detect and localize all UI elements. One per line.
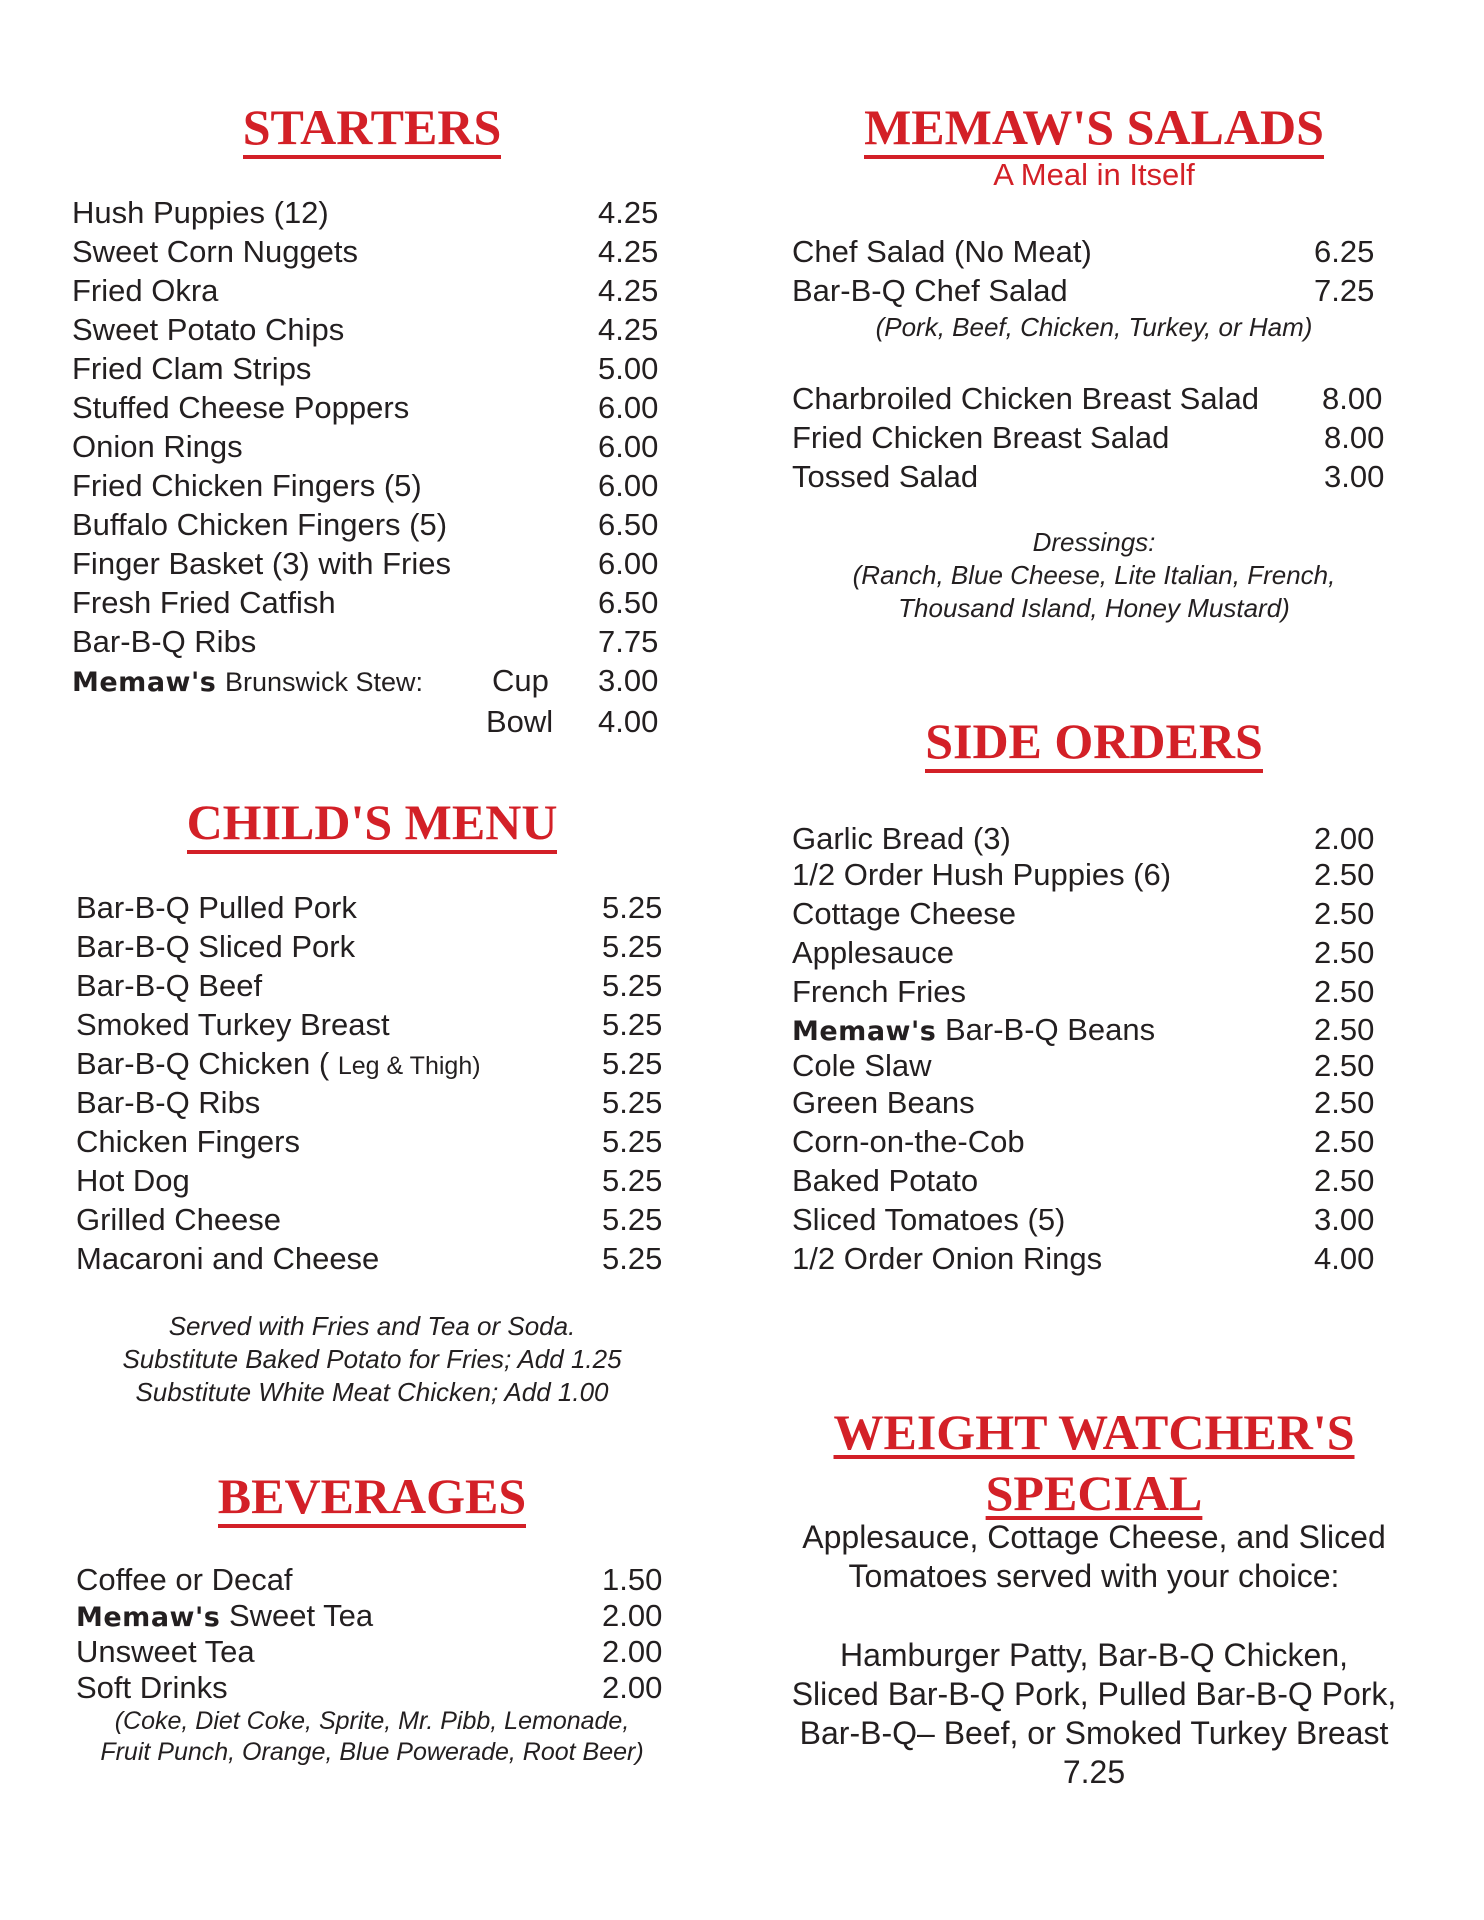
brand-name: Memaw's: [76, 1602, 221, 1633]
item-price: 5.25: [602, 1163, 663, 1198]
cup-label: Cup: [492, 663, 549, 698]
list-item: [72, 349, 672, 388]
item-name: Soft Drinks: [76, 1670, 228, 1705]
item-price: 2.50: [1314, 1048, 1375, 1083]
list-item: [72, 622, 672, 661]
list-item: [792, 1239, 1404, 1278]
salads-dressings: [784, 526, 1404, 625]
item-price: 5.00: [598, 351, 659, 386]
item-name: 1/2 Order Hush Puppies (6): [792, 857, 1172, 892]
item-price: 2.50: [1314, 1163, 1375, 1198]
list-item: [76, 966, 672, 1005]
item-name: Hush Puppies (12): [72, 195, 329, 230]
item-price: 2.50: [1314, 1124, 1375, 1159]
list-item: [76, 1596, 672, 1632]
left-column: [72, 0, 672, 1920]
note-line: Substitute Baked Potato for Fries; Add 1.25: [122, 1344, 622, 1374]
salads-subtitle: A Meal in Itself: [993, 157, 1195, 192]
item-name: Bar-B-Q Ribs: [76, 1085, 261, 1120]
item-name: Bar-B-Q Pulled Pork: [76, 890, 357, 925]
childs-menu-title: CHILD'S MENU: [187, 796, 558, 854]
item-name: Fried Clam Strips: [72, 351, 312, 386]
item-name: [76, 1596, 373, 1637]
weight-watchers-choices: [784, 1636, 1404, 1792]
item-name-main: Bar-B-Q Chicken (: [76, 1046, 330, 1081]
item-price: 6.50: [598, 507, 659, 542]
side-orders-heading: [784, 712, 1404, 773]
bowl-price: 4.00: [598, 704, 659, 739]
item-name: [72, 661, 423, 702]
item-price: 2.50: [1314, 1012, 1375, 1047]
list-item: [792, 1046, 1404, 1083]
item-name: Bar-B-Q Chef Salad: [792, 273, 1068, 308]
item-name-main: Bar-B-Q Beans: [944, 1012, 1156, 1047]
item-price: 2.00: [1314, 821, 1375, 856]
item-name: Cottage Cheese: [792, 896, 1017, 931]
list-item: [72, 388, 672, 427]
item-price: 2.00: [602, 1598, 663, 1633]
item-price: 6.50: [598, 585, 659, 620]
item-name: Green Beans: [792, 1085, 975, 1120]
stew-bowl-row: [72, 702, 672, 741]
item-name: Grilled Cheese: [76, 1202, 282, 1237]
beverages-notes: [72, 1706, 672, 1768]
item-price: 2.50: [1314, 935, 1375, 970]
note-line: (Coke, Diet Coke, Sprite, Mr. Pibb, Lemonade,: [114, 1707, 630, 1735]
item-name: Stuffed Cheese Poppers: [72, 390, 410, 425]
item-name: Sweet Corn Nuggets: [72, 234, 359, 269]
item-name: Baked Potato: [792, 1163, 979, 1198]
item-name: French Fries: [792, 974, 966, 1009]
list-item: [76, 1200, 672, 1239]
item-price: 5.25: [602, 929, 663, 964]
weight-watchers-title-line1: WEIGHT WATCHER'S: [833, 1404, 1355, 1460]
item-price: 4.25: [598, 195, 659, 230]
item-price: 4.00: [1314, 1241, 1375, 1276]
salads-meat-note: (Pork, Beef, Chicken, Turkey, or Ham): [875, 312, 1313, 342]
list-item: [792, 1200, 1404, 1239]
item-name: Chicken Fingers: [76, 1124, 300, 1159]
beverages-heading: [72, 1467, 672, 1528]
brand-name: Memaw's: [72, 667, 217, 698]
beverages-title: BEVERAGES: [218, 1470, 526, 1528]
item-name: Sliced Tomatoes (5): [792, 1202, 1066, 1237]
intro-line: Applesauce, Cottage Cheese, and Sliced: [802, 1519, 1386, 1555]
list-item: [792, 232, 1404, 271]
salads-list-2: [792, 379, 1404, 496]
list-item: [792, 972, 1404, 1010]
weight-watchers-intro: [784, 1518, 1404, 1596]
item-name: Bar-B-Q Sliced Pork: [76, 929, 356, 964]
item-price: 2.50: [1314, 896, 1375, 931]
item-price: 5.25: [602, 1202, 663, 1237]
item-price: 5.25: [602, 1124, 663, 1159]
intro-line: Tomatoes served with your choice:: [848, 1558, 1340, 1594]
note-line: Thousand Island, Honey Mustard): [898, 593, 1290, 623]
choice-line: Bar-B-Q– Beef, or Smoked Turkey Breast: [799, 1715, 1389, 1751]
item-price: 2.00: [602, 1670, 663, 1705]
item-price: 6.00: [598, 468, 659, 503]
weight-watchers-price: 7.25: [1062, 1754, 1126, 1790]
item-price: 2.50: [1314, 1085, 1375, 1120]
list-item: [72, 427, 672, 466]
list-item: [76, 1560, 672, 1596]
beverages-list: [76, 1560, 672, 1704]
list-item: [72, 310, 672, 349]
list-item: [792, 1161, 1404, 1200]
salads-list-1: [792, 232, 1404, 310]
item-price: 5.25: [602, 1046, 663, 1081]
choice-line: Sliced Bar-B-Q Pork, Pulled Bar-B-Q Pork,: [791, 1676, 1397, 1712]
item-name: Fresh Fried Catfish: [72, 585, 336, 620]
list-item: [72, 271, 672, 310]
list-item: [76, 1632, 672, 1668]
item-name: [76, 1044, 481, 1086]
list-item: [792, 271, 1404, 310]
list-item: [792, 1083, 1404, 1122]
item-name-main: Sweet Tea: [228, 1598, 374, 1633]
item-price: 5.25: [602, 968, 663, 1003]
item-name: Tossed Salad: [792, 459, 979, 494]
list-item: [792, 894, 1404, 933]
list-item: [792, 1122, 1404, 1161]
item-name: Chef Salad (No Meat): [792, 234, 1092, 269]
starters-heading: [72, 98, 672, 159]
list-item: [76, 888, 672, 927]
list-item: [792, 933, 1404, 972]
item-price: 7.75: [598, 624, 659, 659]
item-name: 1/2 Order Onion Rings: [792, 1241, 1103, 1276]
note-line: Dressings:: [1032, 527, 1156, 557]
list-item: [72, 505, 672, 544]
item-price: 3.00: [1314, 1202, 1375, 1237]
item-name: Sweet Potato Chips: [72, 312, 345, 347]
item-name: Fried Chicken Breast Salad: [792, 420, 1170, 455]
item-price: 4.25: [598, 273, 659, 308]
list-item: [792, 855, 1404, 894]
stew-name: Brunswick Stew:: [224, 667, 424, 697]
item-price: 2.00: [602, 1634, 663, 1669]
item-price: 6.00: [598, 390, 659, 425]
list-item: [76, 1161, 672, 1200]
salads-title: MEMAW'S SALADS: [864, 101, 1324, 159]
list-item: [72, 466, 672, 505]
list-item: [792, 457, 1404, 496]
childs-menu-heading: [72, 793, 672, 854]
item-name: Hot Dog: [76, 1163, 190, 1198]
item-price: 4.25: [598, 312, 659, 347]
childs-menu-notes: [72, 1310, 672, 1409]
list-item: [792, 1010, 1404, 1046]
note-line: (Ranch, Blue Cheese, Lite Italian, French,: [852, 560, 1336, 590]
weight-watchers-heading: [784, 1402, 1404, 1524]
item-price: 1.50: [602, 1562, 663, 1597]
item-name: Corn-on-the-Cob: [792, 1124, 1025, 1159]
note-line: Fruit Punch, Orange, Blue Powerade, Root Beer): [100, 1738, 644, 1766]
weight-watchers-title-line2: SPECIAL: [985, 1465, 1203, 1521]
item-price: 5.25: [602, 1241, 663, 1276]
item-price: 3.00: [1324, 459, 1385, 494]
item-price: 5.25: [602, 1007, 663, 1042]
right-column: [784, 0, 1404, 1920]
list-item: [72, 583, 672, 622]
list-item: [72, 232, 672, 271]
note-line: Served with Fries and Tea or Soda.: [168, 1311, 576, 1341]
item-price: 8.00: [1322, 381, 1383, 416]
list-item: [72, 544, 672, 583]
item-name: Coffee or Decaf: [76, 1562, 293, 1597]
item-price: 5.25: [602, 1085, 663, 1120]
stew-cup-row: [72, 661, 672, 702]
item-name: Onion Rings: [72, 429, 243, 464]
item-price: 5.25: [602, 890, 663, 925]
salads-heading: [784, 98, 1404, 159]
list-item: [76, 1005, 672, 1044]
item-name: Fried Okra: [72, 273, 219, 308]
item-price: 4.25: [598, 234, 659, 269]
list-item: [76, 1239, 672, 1278]
list-item: [76, 1668, 672, 1704]
item-name: Bar-B-Q Beef: [76, 968, 263, 1003]
item-price: 8.00: [1324, 420, 1385, 455]
item-name: Smoked Turkey Breast: [76, 1007, 390, 1042]
item-price: 6.00: [598, 429, 659, 464]
cup-price: 3.00: [598, 663, 659, 698]
list-item: [792, 379, 1404, 418]
item-name: [792, 1010, 1155, 1051]
item-name: Cole Slaw: [792, 1048, 932, 1083]
list-item: [76, 1122, 672, 1161]
list-item: [792, 418, 1404, 457]
side-orders-title: SIDE ORDERS: [925, 715, 1263, 773]
note-line: Substitute White Meat Chicken; Add 1.00: [135, 1377, 609, 1407]
starters-list: [72, 193, 672, 741]
side-orders-list: [792, 819, 1404, 1278]
item-price: 2.50: [1314, 974, 1375, 1009]
item-name: Fried Chicken Fingers (5): [72, 468, 422, 503]
item-name: Garlic Bread (3): [792, 821, 1011, 856]
item-name: Finger Basket (3) with Fries: [72, 546, 451, 581]
starters-title: STARTERS: [243, 101, 502, 159]
item-name: Macaroni and Cheese: [76, 1241, 380, 1276]
item-name: Unsweet Tea: [76, 1634, 255, 1669]
item-name: Applesauce: [792, 935, 955, 970]
item-name: Charbroiled Chicken Breast Salad: [792, 381, 1259, 416]
list-item: [792, 819, 1404, 855]
list-item: [76, 1083, 672, 1122]
item-price: 2.50: [1314, 857, 1375, 892]
list-item: [76, 1044, 672, 1083]
choice-line: Hamburger Patty, Bar-B-Q Chicken,: [839, 1637, 1348, 1673]
item-name-extra: Leg & Thigh): [337, 1052, 481, 1080]
item-price: 7.25: [1314, 273, 1375, 308]
item-price: 6.00: [598, 546, 659, 581]
bowl-label: Bowl: [486, 704, 554, 739]
brand-name: Memaw's: [792, 1016, 937, 1047]
childs-menu-list: [76, 888, 672, 1278]
list-item: [76, 927, 672, 966]
item-price: 6.25: [1314, 234, 1375, 269]
item-name: Bar-B-Q Ribs: [72, 624, 257, 659]
item-name: Buffalo Chicken Fingers (5): [72, 507, 448, 542]
list-item: [72, 193, 672, 232]
